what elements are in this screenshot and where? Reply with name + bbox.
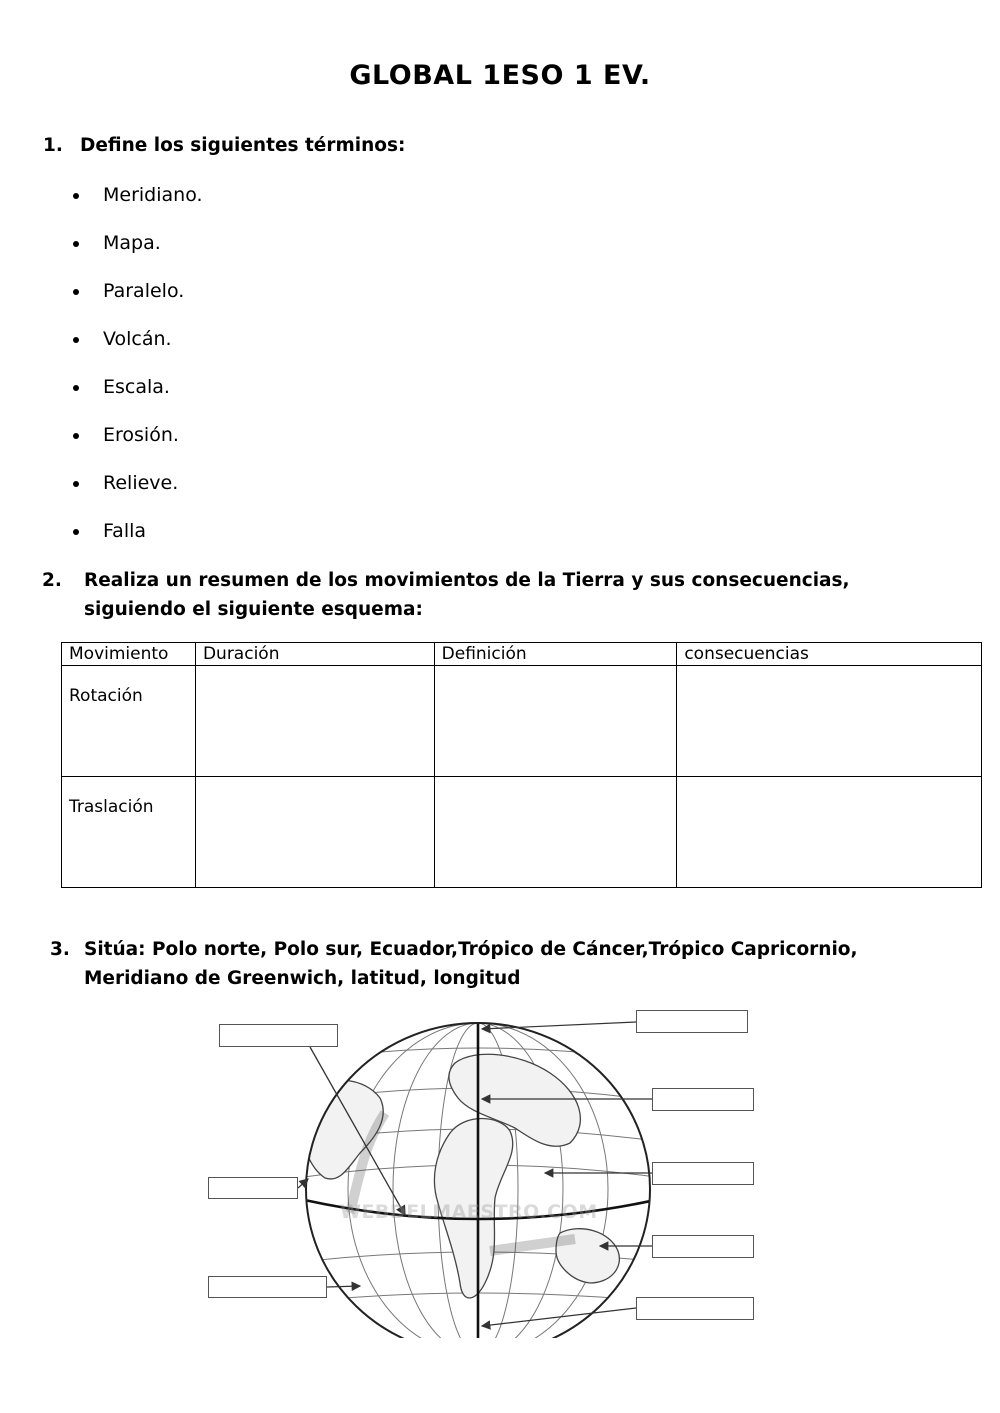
table-row — [62, 777, 982, 888]
globe-figure — [200, 1003, 780, 1338]
list-item: Volcán. — [70, 324, 203, 372]
table-cell[interactable] — [195, 666, 434, 777]
question-2-text-line2: siguiendo el siguiente esquema: — [84, 599, 423, 620]
page-title: GLOBAL 1ESO 1 EV. — [349, 60, 651, 91]
label-box-top-right[interactable] — [636, 1010, 748, 1033]
label-box-right-1[interactable] — [652, 1088, 754, 1111]
list-item: Erosión. — [70, 420, 203, 468]
table-cell[interactable] — [677, 777, 982, 888]
table-row — [62, 666, 982, 777]
header-duracion: Duración — [195, 643, 434, 666]
label-box-left-middle[interactable] — [208, 1177, 298, 1199]
question-2-number: 2. — [42, 570, 62, 591]
label-box-bottom-right[interactable] — [636, 1297, 754, 1320]
label-box-top-left[interactable] — [219, 1024, 338, 1047]
label-box-right-3[interactable] — [652, 1235, 754, 1258]
question-3 — [50, 935, 990, 993]
terms-list — [70, 180, 203, 564]
question-1 — [43, 131, 405, 160]
header-consecuencias: consecuencias — [677, 643, 982, 666]
row-label: Rotación — [62, 666, 196, 777]
header-movimiento: Movimiento — [62, 643, 196, 666]
row-label: Traslación — [62, 777, 196, 888]
table-cell[interactable] — [677, 666, 982, 777]
watermark: WEBDELMAESTRO.COM — [340, 1201, 598, 1223]
label-box-right-2[interactable] — [652, 1162, 754, 1185]
list-item: Meridiano. — [70, 180, 203, 228]
list-item: Falla — [70, 516, 203, 564]
question-1-text: Define los siguientes términos: — [80, 135, 406, 156]
label-box-left-bottom[interactable] — [208, 1276, 327, 1298]
table-cell[interactable] — [195, 777, 434, 888]
list-item: Relieve. — [70, 468, 203, 516]
question-3-text-line1: Sitúa: Polo norte, Polo sur, Ecuador,Trópico de Cáncer,Trópico Capricornio, — [84, 939, 858, 960]
list-item: Escala. — [70, 372, 203, 420]
question-2-text-line1: Realiza un resumen de los movimientos de la Tierra y sus consecuencias, — [84, 570, 850, 591]
question-3-number: 3. — [50, 939, 70, 960]
question-3-text-line2: Meridiano de Greenwich, latitud, longitud — [84, 968, 521, 989]
list-item: Paralelo. — [70, 276, 203, 324]
table-cell[interactable] — [434, 666, 677, 777]
movements-table — [61, 642, 982, 888]
question-2 — [42, 566, 982, 624]
question-1-number: 1. — [43, 135, 63, 156]
table-header-row — [62, 643, 982, 666]
list-item: Mapa. — [70, 228, 203, 276]
header-definicion: Definición — [434, 643, 677, 666]
table-cell[interactable] — [434, 777, 677, 888]
